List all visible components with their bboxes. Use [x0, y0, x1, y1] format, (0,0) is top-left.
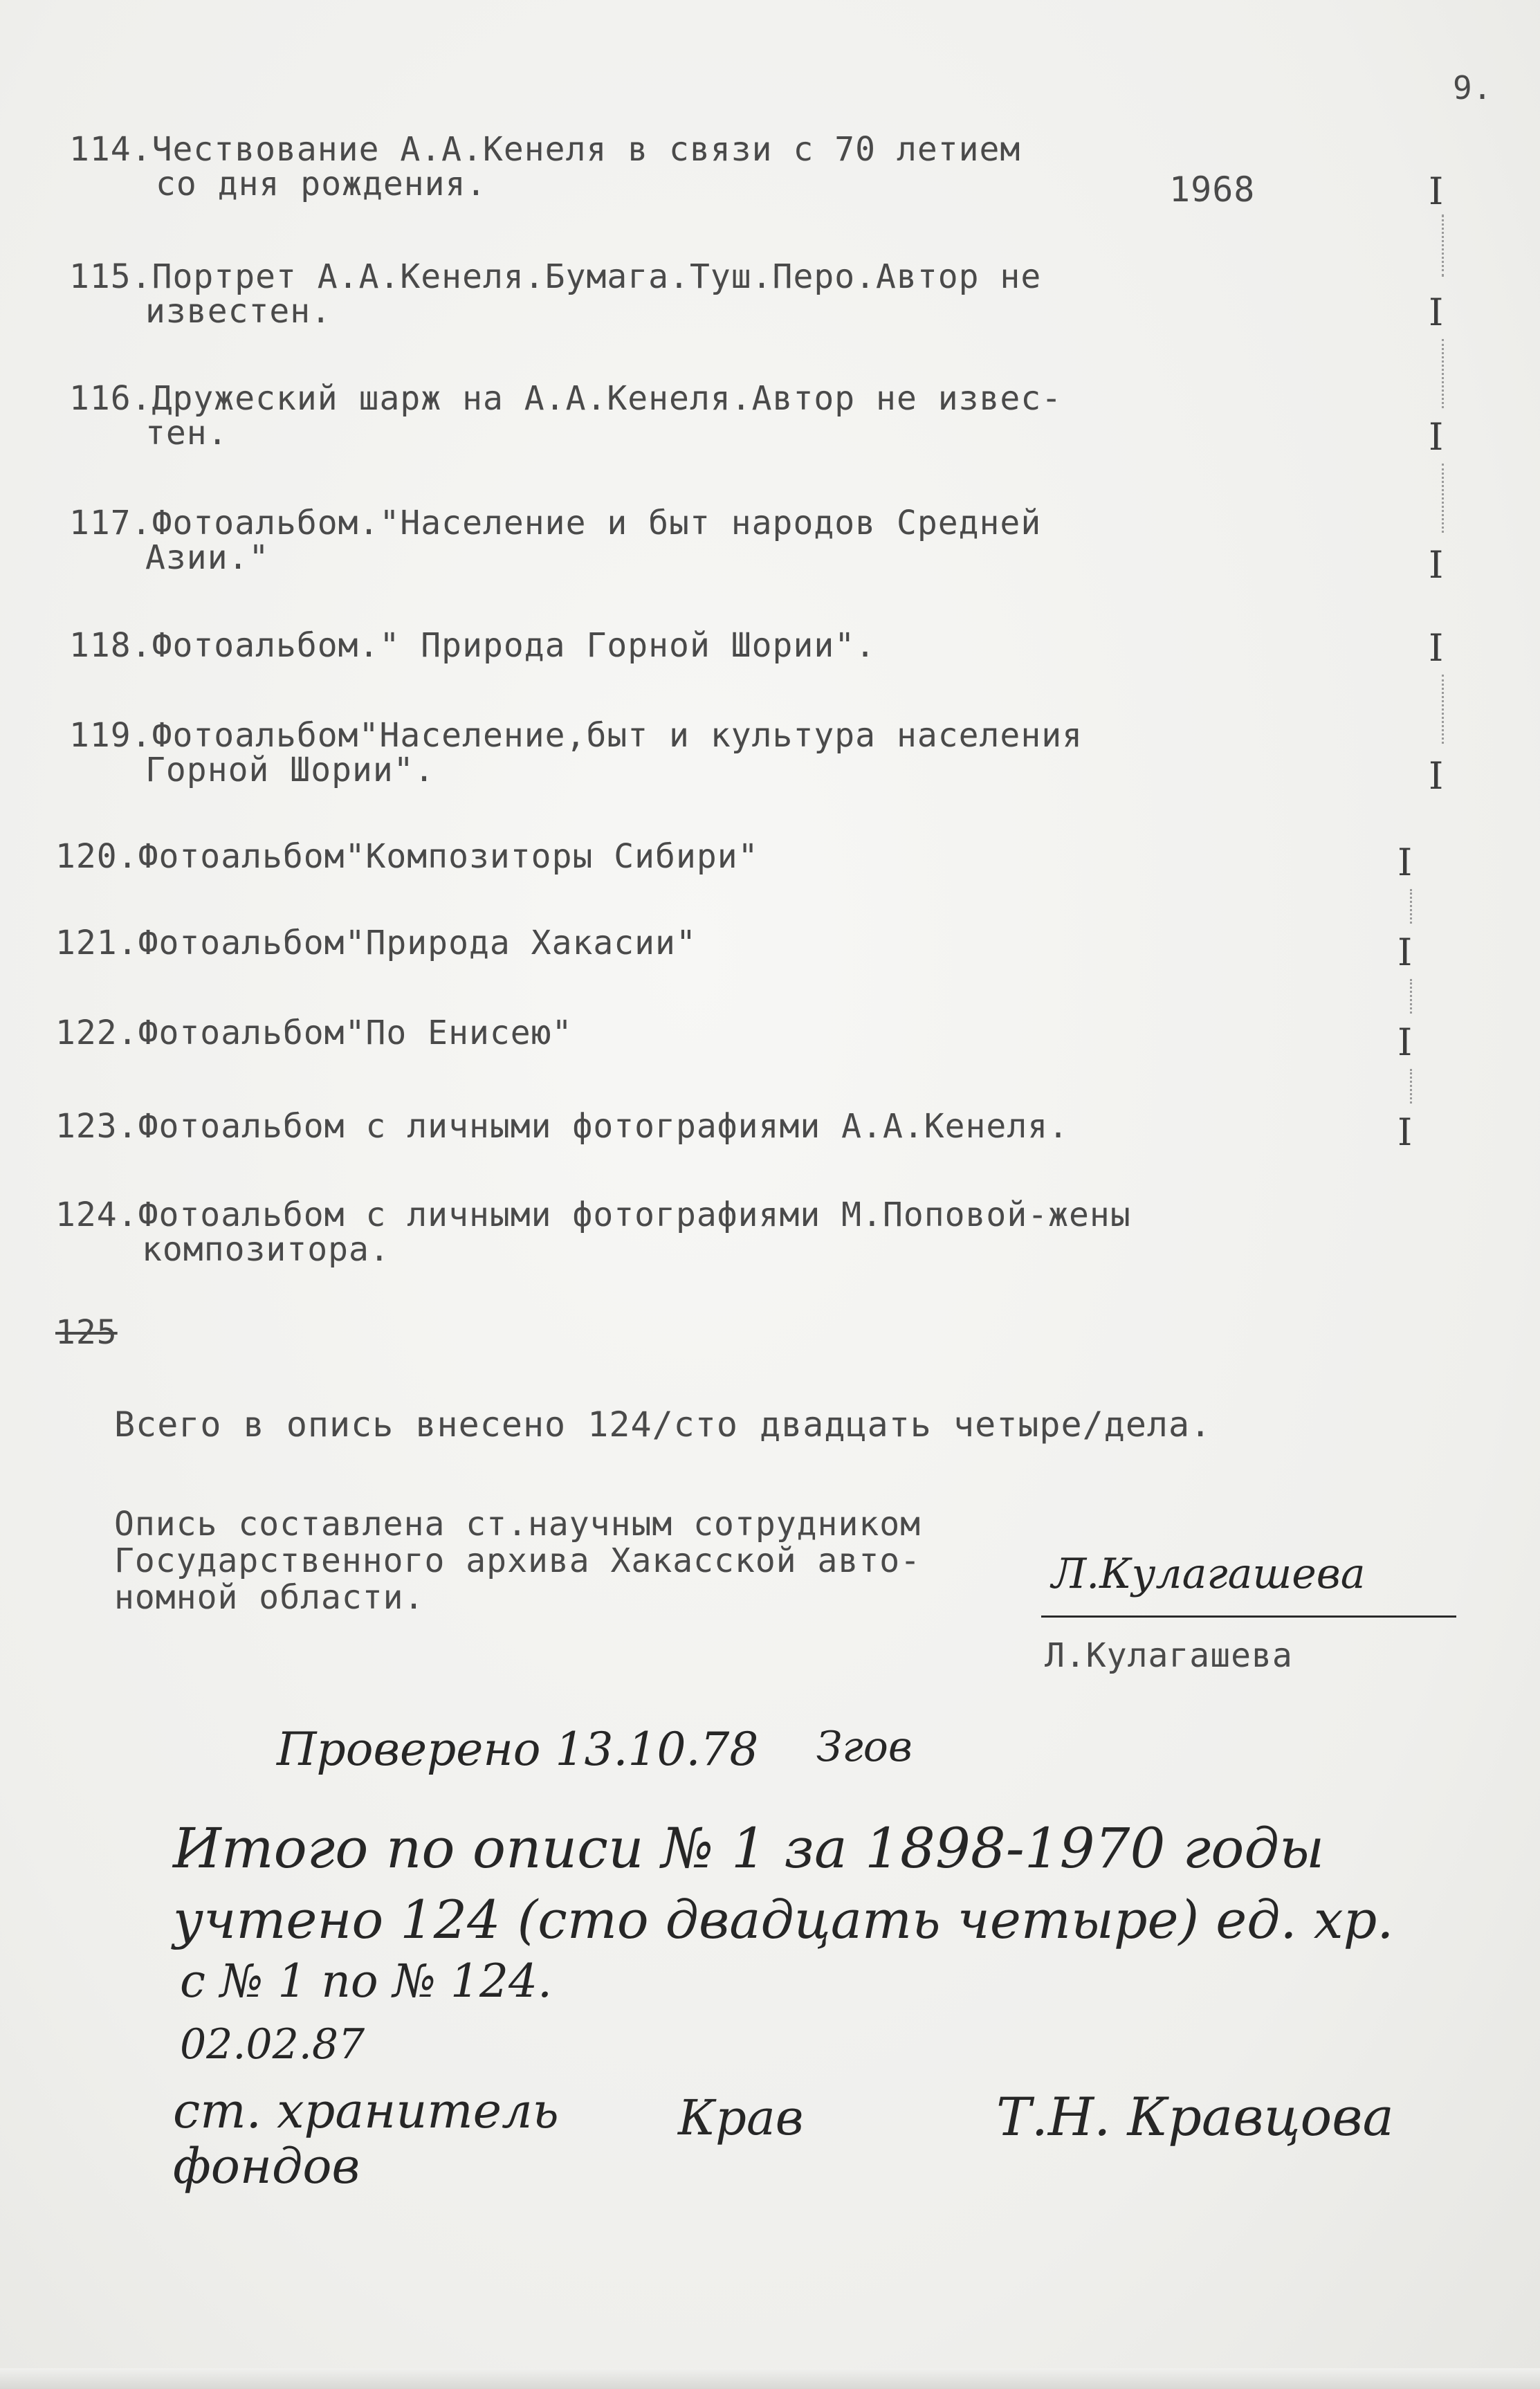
margin-dots [1410, 1069, 1412, 1104]
entry-count: I [1429, 626, 1444, 670]
entry-line1: 118.Фотоальбом." Природа Горной Шории". [69, 626, 877, 665]
margin-dots [1410, 889, 1412, 924]
entry-count: I [1397, 931, 1413, 974]
entry-line1: 123.Фотоальбом с личными фотографиями А.А.Кенеля. [55, 1107, 1070, 1146]
entry-line2: тен. [145, 414, 228, 452]
entry-line2: композитора. [142, 1230, 390, 1269]
checked-signature: Згов [816, 1723, 913, 1771]
final-date: 02.02.87 [180, 2020, 365, 2069]
page-number: 9. [1453, 69, 1493, 107]
entry-count: I [1397, 841, 1413, 884]
entry-line1: 114.Чествование А.А.Кенеля в связи с 70 летием [69, 130, 1021, 169]
entry-count: I [1429, 170, 1444, 213]
final-total-line3: с № 1 по № 124. [180, 1955, 552, 2008]
entry-line2: Горной Шории". [145, 751, 435, 789]
entry-line2: Азии." [145, 538, 270, 577]
checked-note: Проверено 13.10.78 [277, 1723, 759, 1776]
entry-line1: 116.Дружеский шарж на А.А.Кенеля.Автор не извес- [69, 379, 1063, 418]
keeper-signature: Крав [678, 2089, 804, 2146]
margin-dots [1442, 675, 1444, 744]
role-line1: ст. хранитель [173, 2083, 559, 2139]
keeper-name: Т.Н. Кравцова [996, 2086, 1394, 2148]
final-total-line2: учтено 124 (сто двадцать четыре) ед. хр. [173, 1889, 1394, 1950]
total-line: Всего в опись внесено 124/сто двадцать четыре/дела. [114, 1404, 1212, 1445]
role-line2: фондов [173, 2138, 360, 2195]
entry-count: I [1429, 415, 1444, 459]
entry-count: I [1429, 291, 1444, 334]
compiler-line2: Государственного архива Хакасской авто- [114, 1541, 922, 1580]
struck-entry-number: 125 [55, 1313, 118, 1352]
margin-dots [1410, 979, 1412, 1014]
entry-line1: 124.Фотоальбом с личными фотографиями М.Поповой-жены [55, 1196, 1131, 1234]
compiler-signature: Л.Кулагашева [1052, 1550, 1366, 1598]
final-total-line1: Итого по описи № 1 за 1898-1970 годы [173, 1816, 1325, 1880]
page-bottom-edge [0, 2368, 1540, 2389]
entry-line1: 119.Фотоальбом"Население,быт и культура населения [69, 716, 1083, 755]
entry-line1: 122.Фотоальбом"По Енисею" [55, 1014, 573, 1052]
entry-line2: известен. [145, 292, 332, 331]
entry-line1: 117.Фотоальбом."Население и быт народов Средней [69, 504, 1042, 542]
entry-year: 1968 [1169, 170, 1256, 210]
margin-dots [1442, 464, 1444, 533]
entry-line1: 120.Фотоальбом"Композиторы Сибири" [55, 837, 759, 876]
compiler-name: Л.Кулагашева [1045, 1636, 1293, 1675]
entry-line1: 115.Портрет А.А.Кенеля.Бумага.Туш.Перо.Автор не [69, 257, 1042, 296]
margin-dots [1442, 339, 1444, 408]
compiler-line3: номной области. [114, 1578, 425, 1617]
entry-count: I [1429, 543, 1444, 587]
entry-count: I [1397, 1020, 1413, 1064]
entry-line1: 121.Фотоальбом"Природа Хакасии" [55, 924, 697, 962]
signature-line [1041, 1615, 1456, 1618]
entry-line2: со дня рождения. [156, 165, 487, 203]
margin-dots [1442, 214, 1444, 277]
compiler-line1: Опись составлена ст.научным сотрудником [114, 1505, 922, 1544]
entry-count: I [1397, 1110, 1413, 1154]
entry-count: I [1429, 754, 1444, 798]
